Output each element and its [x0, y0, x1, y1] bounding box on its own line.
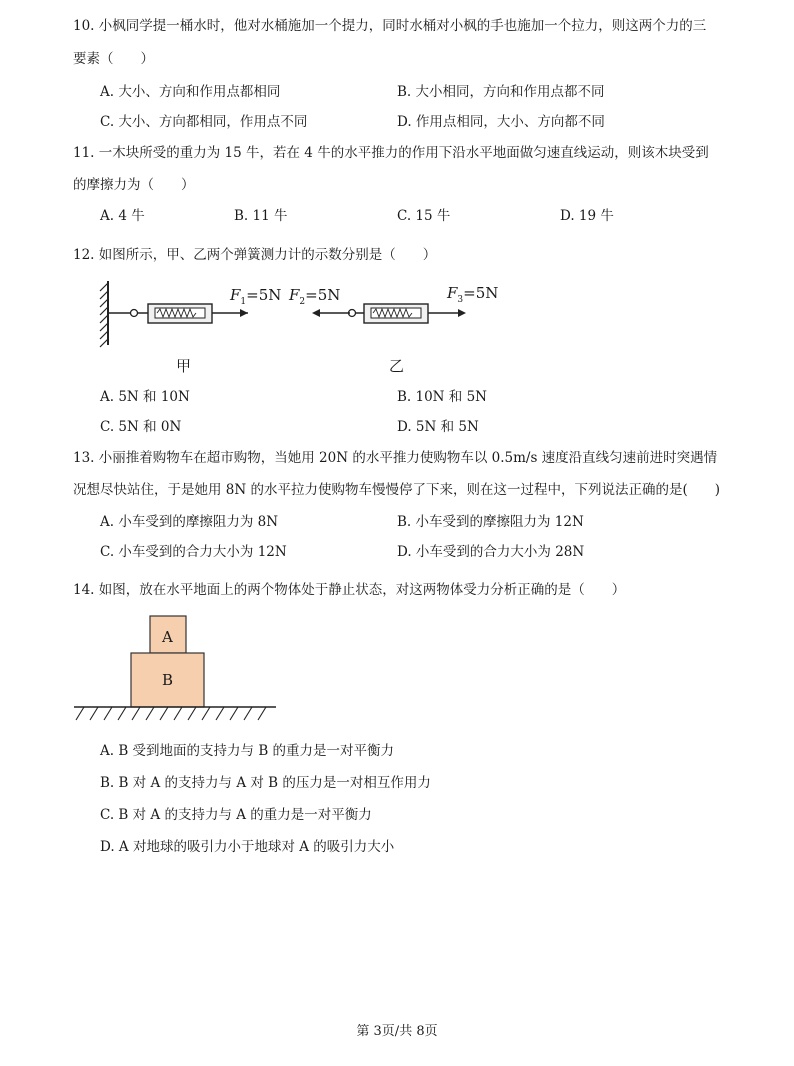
- q11-option-a: A. 4 牛: [100, 208, 145, 224]
- q13-option-d: D. 小车受到的合力大小为 28N: [397, 544, 585, 560]
- label-yi: 乙: [389, 357, 405, 375]
- q10-stem-line1: 10. 小枫同学提一桶水时，他对水桶施加一个提力，同时水桶对小枫的手也施加一个拉力，则这两个力的三: [73, 18, 707, 34]
- q12-option-d: D. 5N 和 5N: [397, 419, 479, 435]
- q13-stem-line2: 况想尽快站住，于是她用 8N 的水平拉力使购物车慢慢停了下来，则在这一过程中，下列说法正确的是( ): [73, 482, 721, 498]
- page-number: 第 3页/共 8页: [356, 1024, 438, 1039]
- spring-scale-jia: [108, 304, 248, 323]
- wall: [100, 281, 108, 347]
- q13-option-c: C. 小车受到的合力大小为 12N: [100, 544, 287, 560]
- force-label-f2: $F_2=5N$: [289, 286, 341, 307]
- q13-stem-line1: 13. 小丽推着购物车在超市购物，当她用 20N 的水平推力使购物车以 0.5m/s 速度沿直线匀速前进时突遇情: [73, 450, 718, 466]
- q14-stem: 14. 如图，放在水平地面上的两个物体处于静止状态，对这两物体受力分析正确的是（ ）: [73, 582, 626, 598]
- ground-hatching: [76, 707, 266, 720]
- q14-option-c: C. B 对 A 的支持力与 A 的重力是一对平衡力: [100, 807, 372, 823]
- q11-stem-line1: 11. 一木块所受的重力为 15 牛，若在 4 牛的水平推力的作用下沿水平地面做匀速直线运动，则该木块受到: [73, 145, 709, 161]
- q14-option-d: D. A 对地球的吸引力小于地球对 A 的吸引力大小: [100, 839, 395, 855]
- q13-option-a: A. 小车受到的摩擦阻力为 8N: [100, 514, 279, 530]
- q10-option-d: D. 作用点相同，大小、方向都不同: [397, 114, 605, 130]
- force-label-f1: $F_1=5N$: [230, 286, 282, 307]
- q12-option-c: C. 5N 和 0N: [100, 419, 182, 435]
- q10-option-b: B. 大小相同，方向和作用点都不同: [397, 84, 605, 100]
- label-jia: 甲: [176, 357, 192, 375]
- q14-option-a: A. B 受到地面的支持力与 B 的重力是一对平衡力: [100, 743, 395, 759]
- q11-option-d: D. 19 牛: [560, 208, 614, 224]
- q11-option-b: B. 11 牛: [234, 208, 288, 224]
- q12-stem: 12. 如图所示，甲、乙两个弹簧测力计的示数分别是（ ）: [73, 247, 437, 263]
- force-label-f3: $F_3=5N$: [447, 284, 499, 305]
- q10-stem-line2: 要素（ ）: [73, 51, 154, 67]
- stacked-blocks-figure: [70, 612, 282, 724]
- q10-option-a: A. 大小、方向和作用点都相同: [100, 84, 281, 100]
- q14-option-b: B. B 对 A 的支持力与 A 对 B 的压力是一对相互作用力: [100, 775, 431, 791]
- block-a-label: A: [162, 628, 173, 646]
- block-b-label: B: [162, 671, 174, 689]
- q11-option-c: C. 15 牛: [397, 208, 451, 224]
- q11-stem-line2: 的摩擦力为（ ）: [73, 177, 195, 193]
- q10-option-c: C. 大小、方向都相同，作用点不同: [100, 114, 308, 130]
- q12-option-a: A. 5N 和 10N: [100, 389, 190, 405]
- q13-option-b: B. 小车受到的摩擦阻力为 12N: [397, 514, 584, 530]
- q12-option-b: B. 10N 和 5N: [397, 389, 487, 405]
